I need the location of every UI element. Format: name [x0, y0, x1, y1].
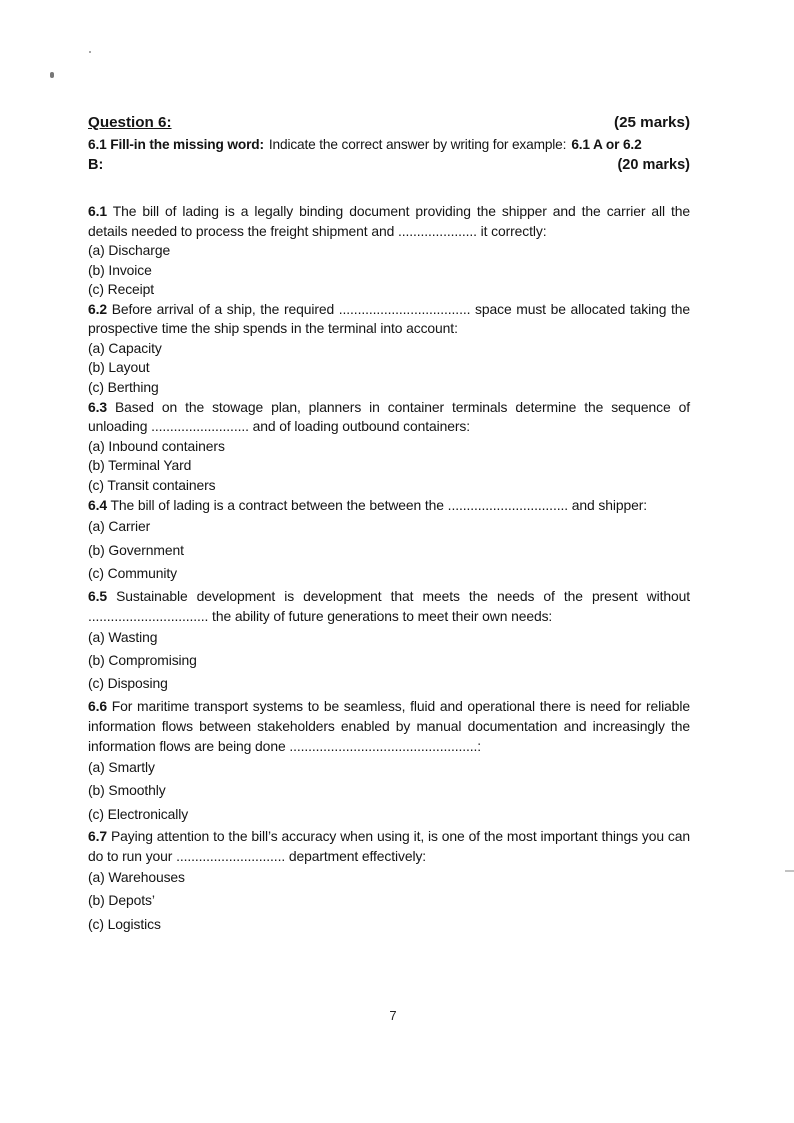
question-number: 6.5	[88, 587, 108, 604]
question-body: Before arrival of a ship, the required ................................... space must be allocated taking the prospective time the ship spends in the terminal into account:	[88, 300, 690, 337]
question-6.3	[88, 398, 690, 496]
option: (a) Carrier	[88, 518, 151, 535]
instruction-continuation	[88, 155, 690, 176]
instruction-text: Indicate the correct answer by writing for example:	[268, 137, 567, 152]
question-body: The bill of lading is a contract between the between the ................................ and shipper:	[110, 497, 647, 514]
option: (a) Capacity	[88, 339, 162, 356]
instruction-bold: 6.1 Fill-in the missing word:	[88, 137, 264, 152]
question-6.5	[88, 586, 690, 696]
page-number: 7	[389, 1008, 397, 1023]
option: (b) Compromising	[88, 651, 197, 668]
option: (b) Smoothly	[88, 782, 166, 799]
question-text	[88, 696, 690, 756]
option: (c) Logistics	[88, 915, 161, 932]
option: (c) Receipt	[88, 281, 155, 298]
question-body: Based on the stowage plan, planners in container terminals determine the sequence of unloading .......................... and of loading outbound containers:	[88, 398, 690, 435]
question-number: 6.2	[88, 300, 108, 317]
option: (a) Inbound containers	[88, 437, 225, 454]
page-content	[88, 112, 690, 936]
questions	[88, 202, 690, 936]
question-number: 6.3	[88, 398, 108, 415]
question-number: 6.7	[88, 828, 108, 844]
question-body: For maritime transport systems to be seamless, fluid and operational there is need for reliable information flows between stakeholders enabled by manual documentation and increasingly the information flows are being done ..................................................:	[88, 697, 690, 754]
option: (c) Transit containers	[88, 476, 216, 493]
option: (b) Government	[88, 541, 184, 558]
option: (a) Wasting	[88, 628, 158, 645]
section-marks: (20 marks)	[617, 157, 690, 173]
instruction-example: 6.1 A or 6.2	[571, 137, 642, 152]
scan-artifact	[50, 72, 54, 78]
option: (c) Electronically	[88, 805, 189, 822]
option: (b) Layout	[88, 359, 150, 376]
question-text	[88, 826, 690, 866]
page-title: Question 6:	[88, 114, 172, 131]
option: (c) Community	[88, 565, 177, 582]
question-number: 6.6	[88, 697, 108, 714]
option: (a) Discharge	[88, 242, 171, 258]
question-body: The bill of lading is a legally binding document providing the shipper and the carrier all the details needed to process the freight shipment and ..................... it correctly:	[88, 203, 690, 239]
option: (c) Berthing	[88, 378, 159, 395]
total-marks: (25 marks)	[614, 114, 690, 131]
question-body: Sustainable development is development that meets the needs of the present without ................................ the ability of future generations to meet their own needs:	[88, 587, 690, 624]
question-text	[88, 586, 690, 626]
question-6.4	[88, 495, 690, 585]
option: (b) Terminal Yard	[88, 457, 192, 474]
instruction-example-cont: B:	[88, 157, 104, 173]
option: (a) Smartly	[88, 758, 155, 775]
question-header	[88, 112, 690, 133]
option: (b) Depots’	[88, 892, 155, 909]
question-6.2	[88, 300, 690, 398]
question-6.6	[88, 696, 690, 826]
question-text	[88, 202, 690, 241]
option: (c) Disposing	[88, 675, 168, 692]
option: (a) Warehouses	[88, 869, 185, 885]
question-number: 6.4	[88, 497, 108, 514]
scan-artifact	[785, 870, 794, 872]
question-body: Paying attention to the bill’s accuracy when using it, is one of the most important things you can do to run your ............................. department effectively:	[88, 828, 691, 864]
question-text	[88, 398, 690, 437]
question-6.1	[88, 202, 690, 300]
question-text	[88, 300, 690, 339]
instruction-line	[88, 134, 690, 155]
scan-artifact	[89, 51, 91, 53]
option: (b) Invoice	[88, 261, 152, 278]
question-number: 6.1	[88, 203, 108, 219]
question-6.7	[88, 826, 690, 936]
question-text	[88, 495, 690, 515]
